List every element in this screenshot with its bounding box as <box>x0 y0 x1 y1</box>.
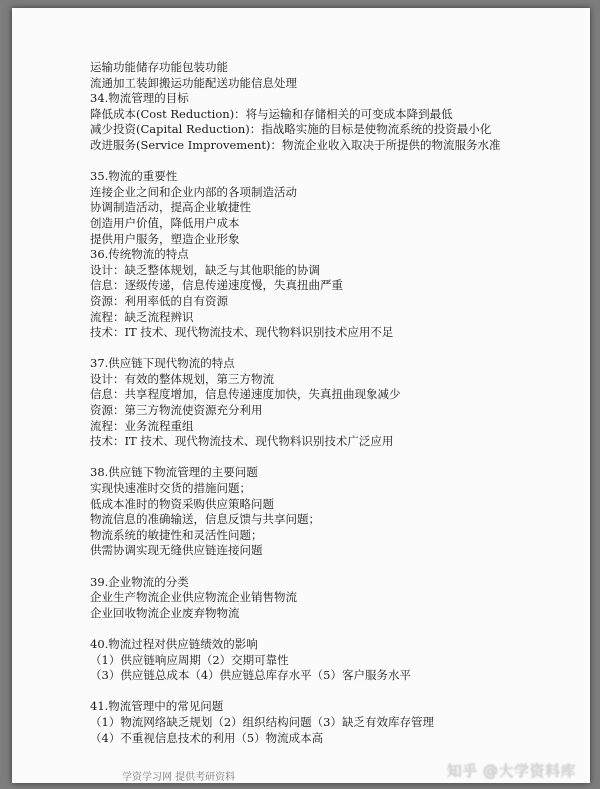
text-line: 企业回收物流企业废弃物物流 <box>90 605 240 620</box>
text-line: 降低成本(Cost Reduction)：将与运输和存储相关的可变成本降到最低 <box>90 106 453 121</box>
paragraph-gap <box>90 559 570 575</box>
text-line: 资源：利用率低的自有资源 <box>90 293 228 308</box>
text-line: 低成本准时的物资采购供应策略问题 <box>90 496 274 511</box>
document-body <box>90 60 570 746</box>
text-line: 减少投资(Capital Reduction)：指战略实施的目标是使物流系统的投资最小化 <box>90 122 492 137</box>
text-line: 协调制造活动，提高企业敏捷性 <box>90 200 251 215</box>
text-line: 企业生产物流企业供应物流企业销售物流 <box>90 590 297 605</box>
text-line: 创造用户价值，降低用户成本 <box>90 215 240 230</box>
paragraph-gap <box>90 684 570 700</box>
section-heading: 34.物流管理的目标 <box>90 91 189 106</box>
paragraph-gap <box>90 154 570 170</box>
section-heading: 38.供应链下物流管理的主要问题 <box>90 465 258 480</box>
text-line: （1）供应链响应周期（2）交期可靠性 <box>90 652 289 667</box>
text-line: （3）供应链总成本（4）供应链总库存水平（5）客户服务水平 <box>90 668 411 683</box>
text-line: 设计：缺乏整体规划，缺乏与其他职能的协调 <box>90 262 320 277</box>
text-line: 流程：业务流程重组 <box>90 418 194 433</box>
section-heading: 39.企业物流的分类 <box>90 574 189 589</box>
text-line: 连接企业之间和企业内部的各项制造活动 <box>90 184 297 199</box>
paragraph-gap <box>90 450 570 466</box>
section-heading: 40.物流过程对供应链绩效的影响 <box>90 636 258 651</box>
section-heading: 41.物流管理中的常见问题 <box>90 699 224 714</box>
text-line: 技术：IT 技术、现代物流技术、现代物料识别技术应用不足 <box>90 325 394 340</box>
watermark: 知乎 @大学资料库 <box>446 762 576 780</box>
text-line: 流程：缺乏流程辨识 <box>90 309 194 324</box>
text-line: 实现快速准时交货的措施问题； <box>90 481 251 496</box>
paragraph-gap <box>90 341 570 357</box>
paragraph-gap <box>90 621 570 637</box>
text-line: 运输功能储存功能包装功能 <box>90 60 228 74</box>
section-heading: 36.传统物流的特点 <box>90 247 189 262</box>
document-page <box>12 8 590 783</box>
text-line: 改进服务(Service Improvement)：物流企业收入取决于所提供的物流服务水准 <box>90 137 501 152</box>
section-heading: 35.物流的重要性 <box>90 169 178 184</box>
text-line: 物流系统的敏捷性和灵活性问题； <box>90 527 263 542</box>
section-heading: 37.供应链下现代物流的特点 <box>90 356 235 371</box>
text-line: （4）不重视信息技术的利用（5）物流成本高 <box>90 730 324 745</box>
text-line: 信息：逐级传递，信息传递速度慢，失真扭曲严重 <box>90 278 343 293</box>
text-line: 流通加工装卸搬运功能配送功能信息处理 <box>90 75 297 90</box>
text-line: 设计：有效的整体规划，第三方物流 <box>90 371 274 386</box>
text-line: 信息：共享程度增加，信息传递速度加快，失真扭曲现象减少 <box>90 387 401 402</box>
text-line: 技术：IT 技术、现代物流技术、现代物料识别技术广泛应用 <box>90 434 394 449</box>
text-line: （1）物流网络缺乏规划（2）组织结构问题（3）缺乏有效库存管理 <box>90 714 434 729</box>
text-line: 物流信息的准确输送，信息反馈与共享问题； <box>90 512 320 527</box>
text-line: 提供用户服务，塑造企业形象 <box>90 231 240 246</box>
text-line: 供需协调实现无缝供应链连接问题 <box>90 543 263 558</box>
page-footer: 学资学习网 提供考研资料 <box>122 772 236 783</box>
text-line: 资源：第三方物流使资源充分利用 <box>90 403 263 418</box>
